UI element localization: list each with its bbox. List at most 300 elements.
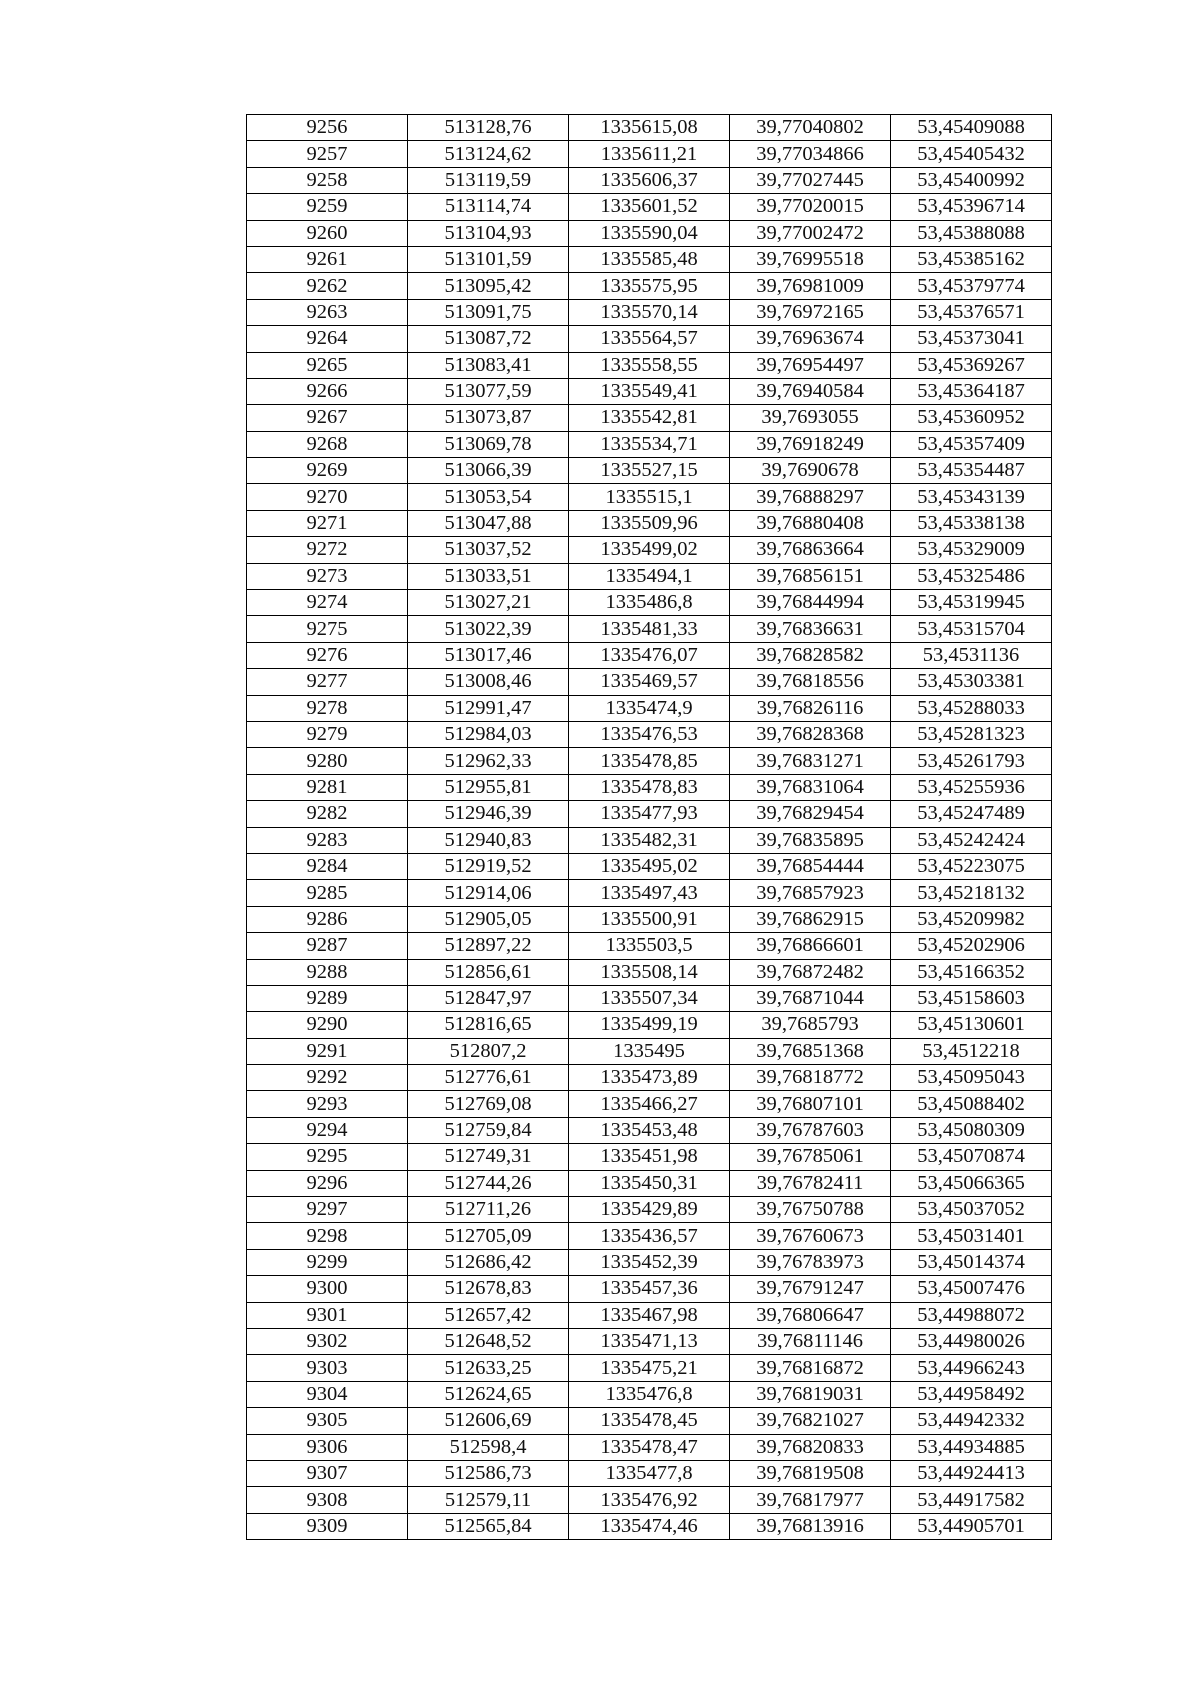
y-coordinate-cell: 1335452,39 xyxy=(569,1249,730,1275)
longitude-cell: 39,76888297 xyxy=(730,484,891,510)
y-coordinate-cell: 1335477,8 xyxy=(569,1460,730,1486)
x-coordinate-cell: 512847,97 xyxy=(408,985,569,1011)
point-number-cell: 9296 xyxy=(247,1170,408,1196)
y-coordinate-cell: 1335473,89 xyxy=(569,1065,730,1091)
latitude-cell: 53,45007476 xyxy=(891,1276,1052,1302)
table-row xyxy=(247,1144,1052,1170)
latitude-cell: 53,45376571 xyxy=(891,299,1052,325)
x-coordinate-cell: 513008,46 xyxy=(408,669,569,695)
longitude-cell: 39,77027445 xyxy=(730,167,891,193)
table-row xyxy=(247,1355,1052,1381)
y-coordinate-cell: 1335499,02 xyxy=(569,537,730,563)
longitude-cell: 39,76807101 xyxy=(730,1091,891,1117)
longitude-cell: 39,76818556 xyxy=(730,669,891,695)
table-row xyxy=(247,1328,1052,1354)
longitude-cell: 39,76750788 xyxy=(730,1197,891,1223)
x-coordinate-cell: 513083,41 xyxy=(408,352,569,378)
table-row xyxy=(247,405,1052,431)
y-coordinate-cell: 1335585,48 xyxy=(569,246,730,272)
x-coordinate-cell: 512991,47 xyxy=(408,695,569,721)
point-number-cell: 9275 xyxy=(247,616,408,642)
y-coordinate-cell: 1335590,04 xyxy=(569,220,730,246)
table-row xyxy=(247,933,1052,959)
longitude-cell: 39,76871044 xyxy=(730,985,891,1011)
y-coordinate-cell: 1335474,9 xyxy=(569,695,730,721)
point-number-cell: 9307 xyxy=(247,1460,408,1486)
x-coordinate-cell: 512711,26 xyxy=(408,1197,569,1223)
latitude-cell: 53,45281323 xyxy=(891,721,1052,747)
table-row xyxy=(247,642,1052,668)
table-row xyxy=(247,880,1052,906)
table-row xyxy=(247,1408,1052,1434)
table-row xyxy=(247,1276,1052,1302)
longitude-cell: 39,76844994 xyxy=(730,590,891,616)
latitude-cell: 53,45338138 xyxy=(891,510,1052,536)
x-coordinate-cell: 513073,87 xyxy=(408,405,569,431)
x-coordinate-cell: 512914,06 xyxy=(408,880,569,906)
point-number-cell: 9287 xyxy=(247,933,408,959)
longitude-cell: 39,76819031 xyxy=(730,1381,891,1407)
point-number-cell: 9295 xyxy=(247,1144,408,1170)
y-coordinate-cell: 1335476,92 xyxy=(569,1487,730,1513)
longitude-cell: 39,76829454 xyxy=(730,801,891,827)
latitude-cell: 53,45396714 xyxy=(891,194,1052,220)
latitude-cell: 53,44988072 xyxy=(891,1302,1052,1328)
longitude-cell: 39,76954497 xyxy=(730,352,891,378)
latitude-cell: 53,4512218 xyxy=(891,1038,1052,1064)
point-number-cell: 9282 xyxy=(247,801,408,827)
table-row xyxy=(247,906,1052,932)
point-number-cell: 9277 xyxy=(247,669,408,695)
y-coordinate-cell: 1335429,89 xyxy=(569,1197,730,1223)
longitude-cell: 39,76787603 xyxy=(730,1117,891,1143)
table-row xyxy=(247,616,1052,642)
point-number-cell: 9267 xyxy=(247,405,408,431)
y-coordinate-cell: 1335467,98 xyxy=(569,1302,730,1328)
latitude-cell: 53,45400992 xyxy=(891,167,1052,193)
table-row xyxy=(247,1381,1052,1407)
longitude-cell: 39,76811146 xyxy=(730,1328,891,1354)
y-coordinate-cell: 1335451,98 xyxy=(569,1144,730,1170)
longitude-cell: 39,76760673 xyxy=(730,1223,891,1249)
x-coordinate-cell: 512769,08 xyxy=(408,1091,569,1117)
y-coordinate-cell: 1335527,15 xyxy=(569,458,730,484)
y-coordinate-cell: 1335534,71 xyxy=(569,431,730,457)
table-row xyxy=(247,167,1052,193)
latitude-cell: 53,45242424 xyxy=(891,827,1052,853)
longitude-cell: 39,77020015 xyxy=(730,194,891,220)
x-coordinate-cell: 512962,33 xyxy=(408,748,569,774)
table-row xyxy=(247,352,1052,378)
latitude-cell: 53,45385162 xyxy=(891,246,1052,272)
point-number-cell: 9293 xyxy=(247,1091,408,1117)
x-coordinate-cell: 512586,73 xyxy=(408,1460,569,1486)
table-row xyxy=(247,853,1052,879)
table-row xyxy=(247,1513,1052,1539)
longitude-cell: 39,76783973 xyxy=(730,1249,891,1275)
x-coordinate-cell: 512905,05 xyxy=(408,906,569,932)
latitude-cell: 53,45247489 xyxy=(891,801,1052,827)
x-coordinate-cell: 512749,31 xyxy=(408,1144,569,1170)
latitude-cell: 53,45357409 xyxy=(891,431,1052,457)
point-number-cell: 9306 xyxy=(247,1434,408,1460)
latitude-cell: 53,45223075 xyxy=(891,853,1052,879)
latitude-cell: 53,45095043 xyxy=(891,1065,1052,1091)
latitude-cell: 53,45130601 xyxy=(891,1012,1052,1038)
x-coordinate-cell: 513087,72 xyxy=(408,326,569,352)
table-row xyxy=(247,1012,1052,1038)
coordinates-table xyxy=(246,114,1052,1540)
longitude-cell: 39,76854444 xyxy=(730,853,891,879)
latitude-cell: 53,45319945 xyxy=(891,590,1052,616)
point-number-cell: 9285 xyxy=(247,880,408,906)
point-number-cell: 9299 xyxy=(247,1249,408,1275)
table-row xyxy=(247,590,1052,616)
latitude-cell: 53,45288033 xyxy=(891,695,1052,721)
y-coordinate-cell: 1335477,93 xyxy=(569,801,730,827)
point-number-cell: 9300 xyxy=(247,1276,408,1302)
point-number-cell: 9294 xyxy=(247,1117,408,1143)
longitude-cell: 39,76963674 xyxy=(730,326,891,352)
latitude-cell: 53,45261793 xyxy=(891,748,1052,774)
point-number-cell: 9303 xyxy=(247,1355,408,1381)
y-coordinate-cell: 1335478,85 xyxy=(569,748,730,774)
longitude-cell: 39,76818772 xyxy=(730,1065,891,1091)
table-row xyxy=(247,1170,1052,1196)
latitude-cell: 53,45379774 xyxy=(891,273,1052,299)
y-coordinate-cell: 1335476,8 xyxy=(569,1381,730,1407)
point-number-cell: 9271 xyxy=(247,510,408,536)
longitude-cell: 39,76862915 xyxy=(730,906,891,932)
table-row xyxy=(247,458,1052,484)
latitude-cell: 53,45218132 xyxy=(891,880,1052,906)
longitude-cell: 39,76995518 xyxy=(730,246,891,272)
x-coordinate-cell: 512919,52 xyxy=(408,853,569,879)
y-coordinate-cell: 1335499,19 xyxy=(569,1012,730,1038)
longitude-cell: 39,76851368 xyxy=(730,1038,891,1064)
latitude-cell: 53,45303381 xyxy=(891,669,1052,695)
y-coordinate-cell: 1335549,41 xyxy=(569,378,730,404)
table-row xyxy=(247,695,1052,721)
point-number-cell: 9263 xyxy=(247,299,408,325)
point-number-cell: 9259 xyxy=(247,194,408,220)
table-row xyxy=(247,194,1052,220)
y-coordinate-cell: 1335469,57 xyxy=(569,669,730,695)
point-number-cell: 9309 xyxy=(247,1513,408,1539)
y-coordinate-cell: 1335508,14 xyxy=(569,959,730,985)
x-coordinate-cell: 512686,42 xyxy=(408,1249,569,1275)
latitude-cell: 53,45364187 xyxy=(891,378,1052,404)
latitude-cell: 53,45088402 xyxy=(891,1091,1052,1117)
longitude-cell: 39,76828368 xyxy=(730,721,891,747)
y-coordinate-cell: 1335475,21 xyxy=(569,1355,730,1381)
x-coordinate-cell: 512633,25 xyxy=(408,1355,569,1381)
y-coordinate-cell: 1335615,08 xyxy=(569,115,730,141)
point-number-cell: 9266 xyxy=(247,378,408,404)
table-row xyxy=(247,1091,1052,1117)
y-coordinate-cell: 1335478,47 xyxy=(569,1434,730,1460)
y-coordinate-cell: 1335486,8 xyxy=(569,590,730,616)
table-row xyxy=(247,1487,1052,1513)
table-row xyxy=(247,669,1052,695)
coordinates-table-body xyxy=(247,115,1052,1540)
point-number-cell: 9260 xyxy=(247,220,408,246)
y-coordinate-cell: 1335515,1 xyxy=(569,484,730,510)
latitude-cell: 53,45166352 xyxy=(891,959,1052,985)
table-row xyxy=(247,1117,1052,1143)
longitude-cell: 39,77002472 xyxy=(730,220,891,246)
x-coordinate-cell: 513124,62 xyxy=(408,141,569,167)
point-number-cell: 9265 xyxy=(247,352,408,378)
longitude-cell: 39,76791247 xyxy=(730,1276,891,1302)
y-coordinate-cell: 1335478,83 xyxy=(569,774,730,800)
latitude-cell: 53,44958492 xyxy=(891,1381,1052,1407)
table-row xyxy=(247,220,1052,246)
latitude-cell: 53,45080309 xyxy=(891,1117,1052,1143)
point-number-cell: 9302 xyxy=(247,1328,408,1354)
table-row xyxy=(247,1434,1052,1460)
x-coordinate-cell: 513022,39 xyxy=(408,616,569,642)
x-coordinate-cell: 513017,46 xyxy=(408,642,569,668)
point-number-cell: 9272 xyxy=(247,537,408,563)
latitude-cell: 53,45202906 xyxy=(891,933,1052,959)
point-number-cell: 9290 xyxy=(247,1012,408,1038)
y-coordinate-cell: 1335436,57 xyxy=(569,1223,730,1249)
y-coordinate-cell: 1335575,95 xyxy=(569,273,730,299)
latitude-cell: 53,44934885 xyxy=(891,1434,1052,1460)
y-coordinate-cell: 1335450,31 xyxy=(569,1170,730,1196)
x-coordinate-cell: 512776,61 xyxy=(408,1065,569,1091)
x-coordinate-cell: 513033,51 xyxy=(408,563,569,589)
x-coordinate-cell: 512624,65 xyxy=(408,1381,569,1407)
table-row xyxy=(247,299,1052,325)
y-coordinate-cell: 1335495 xyxy=(569,1038,730,1064)
x-coordinate-cell: 512648,52 xyxy=(408,1328,569,1354)
latitude-cell: 53,45373041 xyxy=(891,326,1052,352)
longitude-cell: 39,76828582 xyxy=(730,642,891,668)
longitude-cell: 39,76806647 xyxy=(730,1302,891,1328)
table-row xyxy=(247,1302,1052,1328)
point-number-cell: 9261 xyxy=(247,246,408,272)
y-coordinate-cell: 1335564,57 xyxy=(569,326,730,352)
y-coordinate-cell: 1335570,14 xyxy=(569,299,730,325)
x-coordinate-cell: 512565,84 xyxy=(408,1513,569,1539)
table-row xyxy=(247,484,1052,510)
y-coordinate-cell: 1335611,21 xyxy=(569,141,730,167)
longitude-cell: 39,76817977 xyxy=(730,1487,891,1513)
longitude-cell: 39,77034866 xyxy=(730,141,891,167)
point-number-cell: 9283 xyxy=(247,827,408,853)
latitude-cell: 53,45343139 xyxy=(891,484,1052,510)
x-coordinate-cell: 512759,84 xyxy=(408,1117,569,1143)
x-coordinate-cell: 513066,39 xyxy=(408,458,569,484)
point-number-cell: 9273 xyxy=(247,563,408,589)
point-number-cell: 9292 xyxy=(247,1065,408,1091)
longitude-cell: 39,76826116 xyxy=(730,695,891,721)
longitude-cell: 39,76863664 xyxy=(730,537,891,563)
table-row xyxy=(247,959,1052,985)
latitude-cell: 53,45388088 xyxy=(891,220,1052,246)
longitude-cell: 39,76820833 xyxy=(730,1434,891,1460)
point-number-cell: 9288 xyxy=(247,959,408,985)
table-row xyxy=(247,1249,1052,1275)
point-number-cell: 9262 xyxy=(247,273,408,299)
longitude-cell: 39,76831064 xyxy=(730,774,891,800)
table-row xyxy=(247,1038,1052,1064)
point-number-cell: 9268 xyxy=(247,431,408,457)
latitude-cell: 53,44980026 xyxy=(891,1328,1052,1354)
latitude-cell: 53,44905701 xyxy=(891,1513,1052,1539)
x-coordinate-cell: 513091,75 xyxy=(408,299,569,325)
longitude-cell: 39,7685793 xyxy=(730,1012,891,1038)
latitude-cell: 53,45066365 xyxy=(891,1170,1052,1196)
y-coordinate-cell: 1335474,46 xyxy=(569,1513,730,1539)
x-coordinate-cell: 512744,26 xyxy=(408,1170,569,1196)
latitude-cell: 53,45255936 xyxy=(891,774,1052,800)
longitude-cell: 39,76782411 xyxy=(730,1170,891,1196)
longitude-cell: 39,76819508 xyxy=(730,1460,891,1486)
table-row xyxy=(247,273,1052,299)
table-row xyxy=(247,985,1052,1011)
latitude-cell: 53,44966243 xyxy=(891,1355,1052,1381)
x-coordinate-cell: 512955,81 xyxy=(408,774,569,800)
x-coordinate-cell: 512678,83 xyxy=(408,1276,569,1302)
longitude-cell: 39,76866601 xyxy=(730,933,891,959)
x-coordinate-cell: 513027,21 xyxy=(408,590,569,616)
table-row xyxy=(247,431,1052,457)
latitude-cell: 53,45409088 xyxy=(891,115,1052,141)
x-coordinate-cell: 512606,69 xyxy=(408,1408,569,1434)
point-number-cell: 9305 xyxy=(247,1408,408,1434)
latitude-cell: 53,45315704 xyxy=(891,616,1052,642)
table-row xyxy=(247,1223,1052,1249)
y-coordinate-cell: 1335606,37 xyxy=(569,167,730,193)
longitude-cell: 39,76856151 xyxy=(730,563,891,589)
point-number-cell: 9281 xyxy=(247,774,408,800)
latitude-cell: 53,45158603 xyxy=(891,985,1052,1011)
x-coordinate-cell: 513053,54 xyxy=(408,484,569,510)
latitude-cell: 53,45405432 xyxy=(891,141,1052,167)
x-coordinate-cell: 512579,11 xyxy=(408,1487,569,1513)
latitude-cell: 53,44917582 xyxy=(891,1487,1052,1513)
x-coordinate-cell: 512807,2 xyxy=(408,1038,569,1064)
point-number-cell: 9286 xyxy=(247,906,408,932)
x-coordinate-cell: 513047,88 xyxy=(408,510,569,536)
table-row xyxy=(247,563,1052,589)
y-coordinate-cell: 1335476,53 xyxy=(569,721,730,747)
x-coordinate-cell: 513119,59 xyxy=(408,167,569,193)
point-number-cell: 9280 xyxy=(247,748,408,774)
longitude-cell: 39,76972165 xyxy=(730,299,891,325)
table-row xyxy=(247,141,1052,167)
table-row xyxy=(247,537,1052,563)
x-coordinate-cell: 512984,03 xyxy=(408,721,569,747)
x-coordinate-cell: 513104,93 xyxy=(408,220,569,246)
latitude-cell: 53,45031401 xyxy=(891,1223,1052,1249)
latitude-cell: 53,45360952 xyxy=(891,405,1052,431)
y-coordinate-cell: 1335466,27 xyxy=(569,1091,730,1117)
latitude-cell: 53,45037052 xyxy=(891,1197,1052,1223)
longitude-cell: 39,76981009 xyxy=(730,273,891,299)
table-row xyxy=(247,827,1052,853)
table-row xyxy=(247,510,1052,536)
table-row xyxy=(247,748,1052,774)
y-coordinate-cell: 1335482,31 xyxy=(569,827,730,853)
latitude-cell: 53,45209982 xyxy=(891,906,1052,932)
point-number-cell: 9269 xyxy=(247,458,408,484)
table-row xyxy=(247,721,1052,747)
longitude-cell: 39,76872482 xyxy=(730,959,891,985)
point-number-cell: 9264 xyxy=(247,326,408,352)
longitude-cell: 39,76785061 xyxy=(730,1144,891,1170)
latitude-cell: 53,44942332 xyxy=(891,1408,1052,1434)
x-coordinate-cell: 512705,09 xyxy=(408,1223,569,1249)
y-coordinate-cell: 1335478,45 xyxy=(569,1408,730,1434)
x-coordinate-cell: 512598,4 xyxy=(408,1434,569,1460)
longitude-cell: 39,76880408 xyxy=(730,510,891,536)
y-coordinate-cell: 1335500,91 xyxy=(569,906,730,932)
longitude-cell: 39,76940584 xyxy=(730,378,891,404)
table-row xyxy=(247,801,1052,827)
x-coordinate-cell: 513037,52 xyxy=(408,537,569,563)
y-coordinate-cell: 1335457,36 xyxy=(569,1276,730,1302)
longitude-cell: 39,76918249 xyxy=(730,431,891,457)
point-number-cell: 9291 xyxy=(247,1038,408,1064)
x-coordinate-cell: 512940,83 xyxy=(408,827,569,853)
y-coordinate-cell: 1335476,07 xyxy=(569,642,730,668)
latitude-cell: 53,45070874 xyxy=(891,1144,1052,1170)
longitude-cell: 39,76857923 xyxy=(730,880,891,906)
x-coordinate-cell: 513128,76 xyxy=(408,115,569,141)
y-coordinate-cell: 1335507,34 xyxy=(569,985,730,1011)
point-number-cell: 9258 xyxy=(247,167,408,193)
longitude-cell: 39,76831271 xyxy=(730,748,891,774)
y-coordinate-cell: 1335497,43 xyxy=(569,880,730,906)
y-coordinate-cell: 1335481,33 xyxy=(569,616,730,642)
longitude-cell: 39,7693055 xyxy=(730,405,891,431)
point-number-cell: 9278 xyxy=(247,695,408,721)
y-coordinate-cell: 1335601,52 xyxy=(569,194,730,220)
point-number-cell: 9308 xyxy=(247,1487,408,1513)
latitude-cell: 53,45354487 xyxy=(891,458,1052,484)
x-coordinate-cell: 513095,42 xyxy=(408,273,569,299)
point-number-cell: 9301 xyxy=(247,1302,408,1328)
x-coordinate-cell: 513101,59 xyxy=(408,246,569,272)
point-number-cell: 9256 xyxy=(247,115,408,141)
y-coordinate-cell: 1335509,96 xyxy=(569,510,730,536)
longitude-cell: 39,76816872 xyxy=(730,1355,891,1381)
y-coordinate-cell: 1335558,55 xyxy=(569,352,730,378)
x-coordinate-cell: 512897,22 xyxy=(408,933,569,959)
longitude-cell: 39,76813916 xyxy=(730,1513,891,1539)
longitude-cell: 39,76836631 xyxy=(730,616,891,642)
table-row xyxy=(247,774,1052,800)
point-number-cell: 9279 xyxy=(247,721,408,747)
y-coordinate-cell: 1335495,02 xyxy=(569,853,730,879)
y-coordinate-cell: 1335494,1 xyxy=(569,563,730,589)
x-coordinate-cell: 512816,65 xyxy=(408,1012,569,1038)
x-coordinate-cell: 513069,78 xyxy=(408,431,569,457)
longitude-cell: 39,7690678 xyxy=(730,458,891,484)
point-number-cell: 9304 xyxy=(247,1381,408,1407)
x-coordinate-cell: 512856,61 xyxy=(408,959,569,985)
longitude-cell: 39,76835895 xyxy=(730,827,891,853)
latitude-cell: 53,44924413 xyxy=(891,1460,1052,1486)
table-row xyxy=(247,246,1052,272)
latitude-cell: 53,45325486 xyxy=(891,563,1052,589)
point-number-cell: 9270 xyxy=(247,484,408,510)
x-coordinate-cell: 513077,59 xyxy=(408,378,569,404)
